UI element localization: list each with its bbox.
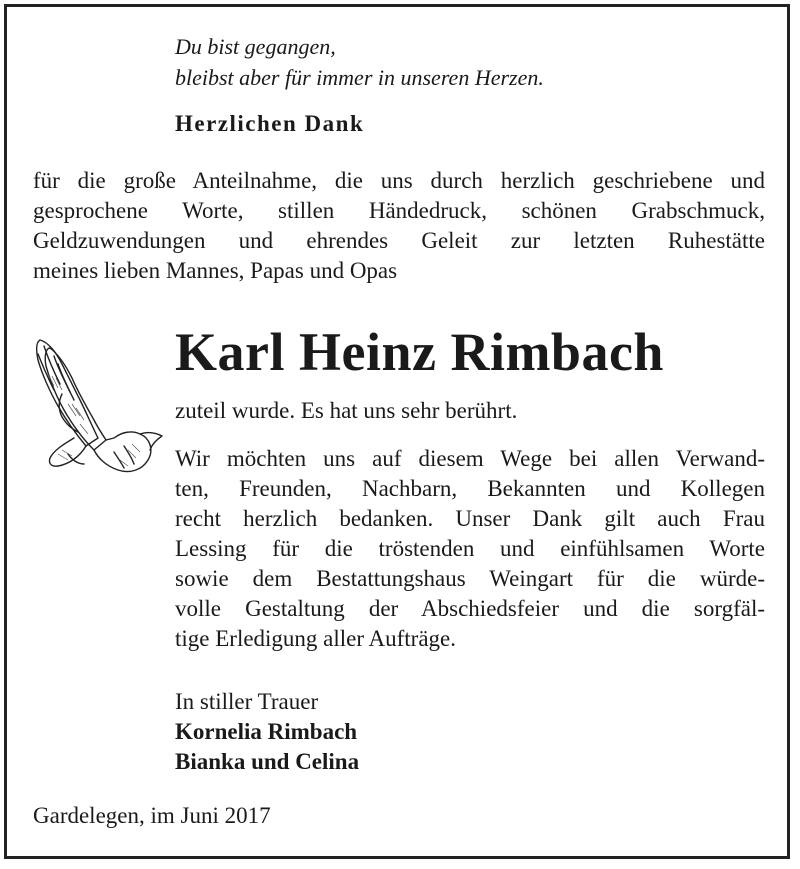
- poem-line: Du bist gegangen,: [175, 34, 336, 59]
- mourning-phrase: In stiller Trauer: [175, 689, 319, 714]
- intro-line: Geldzuwendungen und ehrendes Geleit zur letzten Ruhestätte: [33, 228, 765, 253]
- memorial-poem: [175, 31, 544, 93]
- body-line: recht herzlich bedanken. Unser Dank gilt auch Frau: [175, 506, 765, 531]
- intro-line: gesprochene Worte, stillen Händedruck, schönen Grabschmuck,: [33, 198, 765, 223]
- body-line: volle Gestaltung der Abschiedsfeier und die sorgfäl-: [175, 596, 765, 621]
- praying-hands-icon: [28, 334, 168, 484]
- deceased-name: Karl Heinz Rimbach: [175, 322, 664, 382]
- signature-block: [175, 687, 359, 777]
- intro-paragraph: [33, 166, 765, 286]
- body-line: Wir möchten uns auf diesem Wege bei allen Verwand-: [175, 446, 765, 471]
- body-line: ten, Freunden, Nachbarn, Bekannten und Kollegen: [175, 476, 765, 501]
- thanks-body: [175, 396, 765, 654]
- body-line: sowie dem Bestattungshaus Weingart für die würde-: [175, 566, 765, 591]
- poem-line: bleibst aber für immer in unseren Herzen.: [175, 65, 544, 90]
- place-date: Gardelegen, im Juni 2017: [33, 803, 271, 828]
- mourner-name: Bianka und Celina: [175, 749, 360, 774]
- intro-line: meines lieben Mannes, Papas und Opas: [33, 258, 398, 283]
- body-line: Lessing für die tröstenden und einfühlsamen Worte: [175, 536, 765, 561]
- body-line: tige Erledigung aller Aufträge.: [175, 626, 457, 651]
- thanks-paragraph: [175, 444, 765, 654]
- intro-line: für die große Anteilnahme, die uns durch herzlich geschriebene und: [33, 168, 765, 193]
- thanks-heading: Herzlichen Dank: [175, 111, 365, 136]
- body-line: zuteil wurde. Es hat uns sehr berührt.: [175, 398, 518, 423]
- mourner-name: Kornelia Rimbach: [175, 719, 358, 744]
